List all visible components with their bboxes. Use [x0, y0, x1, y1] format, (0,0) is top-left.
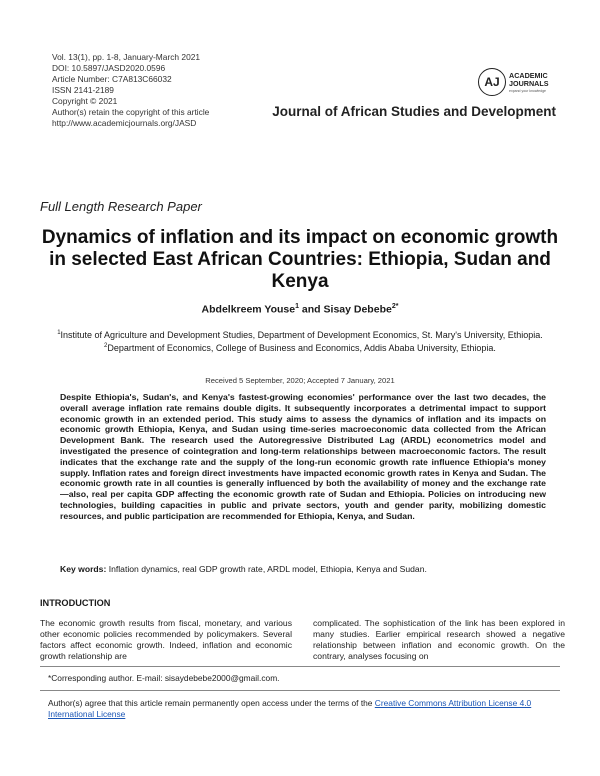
- meta-volume: Vol. 13(1), pp. 1-8, January-March 2021: [52, 52, 201, 62]
- affiliations: [50, 328, 550, 354]
- author-1-affil: 1: [295, 303, 300, 310]
- author-connector: and: [299, 303, 324, 316]
- logo-wordmark: [509, 72, 549, 88]
- abstract: Despite Ethiopia's, Sudan's, and Kenya's fastest-growing economies' performance over the last two decades, the overall average inflation rate remains double digits. It subsequently incorporates a detrimental impact to support economic growth in an extended period. This study aims to assess the dynamics of inflation and its impacts on economic growth Ethiopia, Kenya, and Sudan using time-series macroeconomic data collected from the African Development Bank. The research used the Autoregressive Distributed Lag (ARDL) econometrics model and investigated the presence of cointegration and long-term relationships between macroeconomic factors. The result indicates that the exchange rate and the supply of the long-run economic growth rate influence Ethiopia's money supply. Inflation rates and foreign direct investments have impacted economic growth rates in Kenya and Sudan. The economic growth rate in all counties is generally influenced by both the availability of money and the exchange rate—also, real per capita GDP affecting the economic growth rate of Sudan and Ethiopia. Policies on introducing new technologies, building capacities in public and private sectors, youth and gender parity, mobilizing domestic resources, and public participation are recommended for Ethiopia, Kenya, and Sudan.: [60, 392, 546, 521]
- footer-divider-top: [40, 666, 560, 667]
- keywords: [60, 564, 546, 574]
- logo-line1: ACADEMIC: [509, 71, 548, 80]
- introduction-heading: INTRODUCTION: [40, 598, 111, 608]
- academic-journals-logo: [478, 68, 568, 98]
- meta-article-number: Article Number: C7A813C66032: [52, 74, 172, 84]
- meta-copyright: Copyright © 2021: [52, 96, 118, 106]
- affiliation-1: [50, 328, 550, 341]
- paper-type: Full Length Research Paper: [40, 199, 202, 214]
- meta-url: http://www.academicjournals.org/JASD: [52, 118, 197, 128]
- author-list: [40, 303, 560, 316]
- author-2: Sisay Debebe: [323, 303, 392, 316]
- affiliation-2-text: Department of Economics, College of Business and Economics, Addis Ababa University, Ethiopia.: [107, 343, 496, 353]
- article-metadata: [52, 52, 209, 129]
- affiliation-1-text: Institute of Agriculture and Development Studies, Department of Development Economics, St. Mary's University, Ethiopia.: [60, 330, 543, 340]
- corresponding-author: *Corresponding author. E-mail: sisaydebebe2000@gmail.com.: [48, 673, 280, 683]
- affiliation-2-mark: 2: [104, 343, 108, 349]
- intro-column-1: The economic growth results from fiscal, monetary, and various other economic policies recommended by policymakers. Several factors affect economic growth. Indeed, inflation and economic growth relationship are: [40, 618, 292, 661]
- license-text: Author(s) agree that this article remain permanently open access under the terms of the: [48, 698, 375, 708]
- author-2-affil: 2*: [391, 303, 399, 310]
- affiliation-1-mark: 1: [57, 330, 61, 336]
- paper-title: Dynamics of inflation and its impact on economic growth in selected East African Countries: Ethiopia, Sudan and Kenya: [41, 227, 559, 292]
- received-dates: Received 5 September, 2020; Accepted 7 January, 2021: [205, 376, 395, 385]
- logo-tagline: expand your knowledge: [509, 89, 546, 93]
- meta-rights: Author(s) retain the copyright of this article: [52, 107, 210, 117]
- journal-name: Journal of African Studies and Development: [272, 104, 556, 119]
- logo-line2: JOURNALS: [509, 79, 549, 88]
- license-statement: [48, 698, 568, 720]
- author-1: Abdelkreem Youse: [201, 303, 296, 316]
- affiliation-2: [50, 341, 550, 354]
- logo-mark: AJ: [478, 68, 506, 96]
- footer-divider-bottom: [40, 690, 560, 691]
- keywords-label: Key words:: [60, 564, 107, 574]
- keywords-text: Inflation dynamics, real GDP growth rate, ARDL model, Ethiopia, Kenya and Sudan.: [106, 564, 427, 574]
- license-link[interactable]: Creative Commons Attribution License 4.0 International License: [48, 698, 532, 719]
- meta-issn: ISSN 2141-2189: [52, 85, 114, 95]
- intro-column-2: complicated. The sophistication of the link has been explored in many studies. Earlier empirical research showed a negative relationship between inflation and economic growth. On the contrary, analyses focusing on: [313, 618, 565, 661]
- meta-doi: DOI: 10.5897/JASD2020.0596: [52, 63, 166, 73]
